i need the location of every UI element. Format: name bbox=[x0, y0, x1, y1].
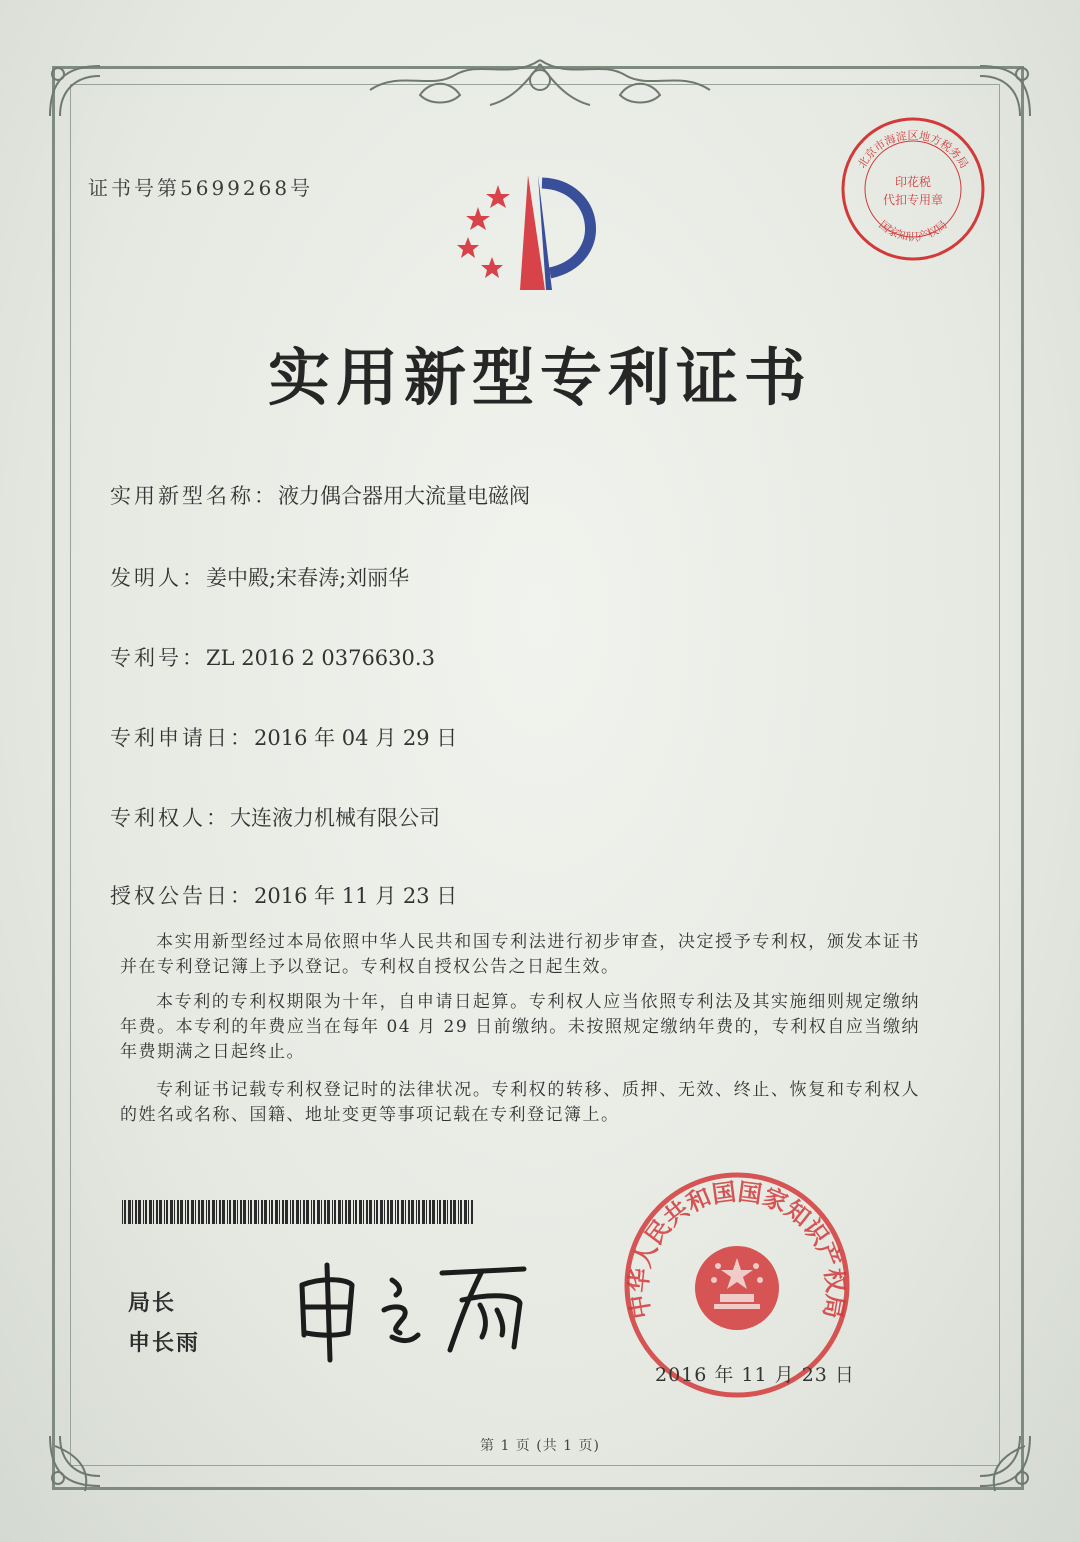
barcode-bar bbox=[128, 1200, 131, 1224]
tax-seal-bottom-text: 国家知识产权局 bbox=[876, 218, 950, 244]
director-signature bbox=[292, 1255, 537, 1365]
barcode-bar bbox=[261, 1200, 263, 1224]
barcode-bar bbox=[471, 1200, 473, 1224]
barcode-bar bbox=[296, 1200, 299, 1224]
barcode-bar bbox=[248, 1200, 249, 1224]
seal-date: 2016 年 11 月 23 日 bbox=[655, 1364, 855, 1386]
barcode-bar bbox=[303, 1200, 305, 1224]
barcode-bar bbox=[384, 1200, 385, 1224]
barcode-bar bbox=[443, 1200, 446, 1224]
barcode-bar bbox=[418, 1200, 420, 1224]
patent-number-row bbox=[110, 642, 435, 672]
body-paragraph-1: 本实用新型经过本局依照中华人民共和国专利法进行初步审查，决定授予专利权，颁发本证书并在专利登记簿上予以登记。专利权自授权公告之日起生效。 bbox=[120, 932, 920, 977]
tax-seal-inner-text-2: 代扣专用章 bbox=[882, 193, 944, 207]
barcode-bar bbox=[376, 1200, 378, 1224]
utility-model-name-label: 实用新型名称： bbox=[110, 484, 278, 508]
barcode-bar bbox=[411, 1200, 414, 1224]
barcode-bar bbox=[390, 1200, 393, 1224]
barcode-bar bbox=[191, 1200, 194, 1224]
barcode-bar bbox=[145, 1200, 147, 1224]
inventor-value: 姜中殿;宋春涛;刘丽华 bbox=[206, 566, 410, 590]
barcode-bar bbox=[290, 1200, 291, 1224]
application-date-value: 2016 年 04 月 29 日 bbox=[254, 726, 458, 750]
application-date-row bbox=[110, 722, 457, 752]
barcode-bar bbox=[453, 1200, 456, 1224]
barcode-bar bbox=[153, 1200, 154, 1224]
barcode-bar bbox=[206, 1200, 207, 1224]
barcode-bar bbox=[311, 1200, 312, 1224]
barcode-bar bbox=[185, 1200, 186, 1224]
barcode-bar bbox=[460, 1200, 462, 1224]
barcode-bar bbox=[164, 1200, 165, 1224]
barcode-bar bbox=[458, 1200, 459, 1224]
barcode-bar bbox=[395, 1200, 396, 1224]
barcode-bar bbox=[380, 1200, 383, 1224]
barcode-bar bbox=[324, 1200, 326, 1224]
barcode-bar bbox=[292, 1200, 294, 1224]
barcode-bar bbox=[149, 1200, 152, 1224]
barcode-bar bbox=[250, 1200, 252, 1224]
tax-seal-inner-text-1: 印花税 bbox=[894, 175, 932, 189]
barcode-bar bbox=[138, 1200, 141, 1224]
barcode-bar bbox=[342, 1200, 343, 1224]
patentee-label-char: 专 bbox=[110, 806, 134, 830]
utility-model-name-row bbox=[110, 480, 530, 510]
barcode-bar bbox=[195, 1200, 196, 1224]
barcode-bar bbox=[437, 1200, 438, 1224]
body-paragraph-2: 本专利的专利权期限为十年，自申请日起算。专利权人应当依照专利法及其实施细则规定缴纳年费。本专利的年费应当在每年 04 月 29 日前缴纳。未按照规定缴纳年费的，专利权自应当缴纳年费期满之日起终止。 bbox=[120, 992, 920, 1062]
inventor-label-char: 明 bbox=[134, 566, 158, 590]
body-paragraph-3: 专利证书记载专利权登记时的法律状况。专利权的转移、质押、无效、终止、恢复和专利权人的姓名或名称、国籍、地址变更等事项记载在专利登记簿上。 bbox=[120, 1080, 920, 1125]
top-ornament-icon bbox=[360, 50, 720, 120]
barcode-bar bbox=[439, 1200, 441, 1224]
application-date-label: 专利申请日： bbox=[110, 726, 254, 750]
barcode-bar bbox=[285, 1200, 288, 1224]
barcode-bar bbox=[243, 1200, 246, 1224]
patentee-label-char: 人： bbox=[182, 806, 230, 830]
tax-seal-outer-text: 北京市海淀区地方税务局 bbox=[855, 129, 971, 171]
barcode-bar bbox=[313, 1200, 315, 1224]
barcode-bar bbox=[363, 1200, 364, 1224]
barcode-bar bbox=[212, 1200, 215, 1224]
barcode-bar bbox=[353, 1200, 354, 1224]
barcode-bar bbox=[174, 1200, 175, 1224]
barcode-bar bbox=[124, 1200, 126, 1224]
barcode-bar bbox=[170, 1200, 173, 1224]
barcode-bar bbox=[345, 1200, 347, 1224]
barcode-bar bbox=[201, 1200, 204, 1224]
barcode-bar bbox=[233, 1200, 236, 1224]
patentee-value: 大连液力机械有限公司 bbox=[230, 806, 440, 830]
barcode-bar bbox=[279, 1200, 280, 1224]
barcode-bar bbox=[166, 1200, 168, 1224]
barcode-bar bbox=[271, 1200, 273, 1224]
patentee-label-char: 权 bbox=[158, 806, 182, 830]
barcode-bar bbox=[254, 1200, 257, 1224]
barcode-bar bbox=[198, 1200, 200, 1224]
barcode-bar bbox=[300, 1200, 301, 1224]
office-seal-text: 中华人民共和国国家知识产权局 bbox=[624, 1177, 850, 1321]
barcode-bar bbox=[159, 1200, 162, 1224]
barcode-bar bbox=[219, 1200, 221, 1224]
publication-date-row bbox=[110, 880, 457, 910]
barcode-bar bbox=[177, 1200, 179, 1224]
patentee-row bbox=[110, 802, 440, 832]
barcode-bar bbox=[269, 1200, 270, 1224]
barcode-bar bbox=[426, 1200, 427, 1224]
barcode-icon bbox=[122, 1200, 477, 1224]
patent-office-emblem-icon bbox=[450, 165, 620, 295]
barcode-bar bbox=[366, 1200, 368, 1224]
barcode-bar bbox=[369, 1200, 372, 1224]
barcode-bar bbox=[227, 1200, 228, 1224]
barcode-bar bbox=[282, 1200, 284, 1224]
publication-date-value: 2016 年 11 月 23 日 bbox=[254, 884, 458, 908]
barcode-bar bbox=[450, 1200, 452, 1224]
patent-number-value: ZL 2016 2 0376630.3 bbox=[206, 646, 435, 670]
barcode-bar bbox=[405, 1200, 406, 1224]
patent-number-label-char: 号： bbox=[158, 646, 206, 670]
barcode-bar bbox=[348, 1200, 351, 1224]
patentee-label-char: 利 bbox=[134, 806, 158, 830]
barcode-bar bbox=[359, 1200, 362, 1224]
barcode-bar bbox=[132, 1200, 133, 1224]
svg-text:国家知识产权局 bbox=[876, 218, 949, 243]
barcode-bar bbox=[416, 1200, 417, 1224]
director-name: 申长雨 bbox=[128, 1331, 201, 1356]
barcode-bar bbox=[317, 1200, 320, 1224]
certificate-title: 实用新型专利证书 bbox=[267, 341, 812, 414]
barcode-bar bbox=[306, 1200, 309, 1224]
barcode-bar bbox=[216, 1200, 217, 1224]
barcode-bar bbox=[208, 1200, 210, 1224]
corner-ornament-icon bbox=[40, 56, 160, 176]
barcode-bar bbox=[264, 1200, 267, 1224]
patent-number-label-char: 利 bbox=[134, 646, 158, 670]
barcode-bar bbox=[229, 1200, 231, 1224]
utility-model-name-value: 液力偶合器用大流量电磁阀 bbox=[278, 484, 530, 508]
barcode-bar bbox=[447, 1200, 448, 1224]
barcode-bar bbox=[135, 1200, 137, 1224]
barcode-bar bbox=[432, 1200, 435, 1224]
barcode-bar bbox=[187, 1200, 189, 1224]
barcode-bar bbox=[156, 1200, 158, 1224]
page-indicator: 第 1 页 (共 1 页) bbox=[480, 1438, 600, 1454]
barcode-bar bbox=[397, 1200, 399, 1224]
barcode-bar bbox=[122, 1200, 123, 1224]
barcode-bar bbox=[258, 1200, 259, 1224]
barcode-bar bbox=[374, 1200, 375, 1224]
barcode-bar bbox=[468, 1200, 469, 1224]
publication-date-label: 授权公告日： bbox=[110, 884, 254, 908]
barcode-bar bbox=[240, 1200, 242, 1224]
barcode-bar bbox=[401, 1200, 404, 1224]
director-title: 局长 bbox=[128, 1291, 177, 1316]
barcode-bar bbox=[321, 1200, 322, 1224]
inventor-label-char: 发 bbox=[110, 566, 134, 590]
tax-seal-stamp bbox=[838, 114, 988, 264]
barcode-bar bbox=[464, 1200, 467, 1224]
barcode-bar bbox=[237, 1200, 238, 1224]
barcode-bar bbox=[338, 1200, 341, 1224]
barcode-bar bbox=[332, 1200, 333, 1224]
barcode-bar bbox=[143, 1200, 144, 1224]
certificate-number: 证书号第5699268号 bbox=[88, 176, 314, 200]
barcode-bar bbox=[408, 1200, 410, 1224]
barcode-bar bbox=[355, 1200, 357, 1224]
barcode-bar bbox=[222, 1200, 225, 1224]
barcode-bar bbox=[327, 1200, 330, 1224]
barcode-bar bbox=[180, 1200, 183, 1224]
barcode-bar bbox=[429, 1200, 431, 1224]
inventor-row bbox=[110, 562, 409, 592]
svg-text:北京市海淀区地方税务局 bbox=[855, 128, 970, 170]
barcode-bar bbox=[275, 1200, 278, 1224]
barcode-bar bbox=[334, 1200, 336, 1224]
patent-number-label-char: 专 bbox=[110, 646, 134, 670]
barcode-bar bbox=[422, 1200, 425, 1224]
inventor-label-char: 人： bbox=[158, 566, 206, 590]
barcode-bar bbox=[387, 1200, 389, 1224]
